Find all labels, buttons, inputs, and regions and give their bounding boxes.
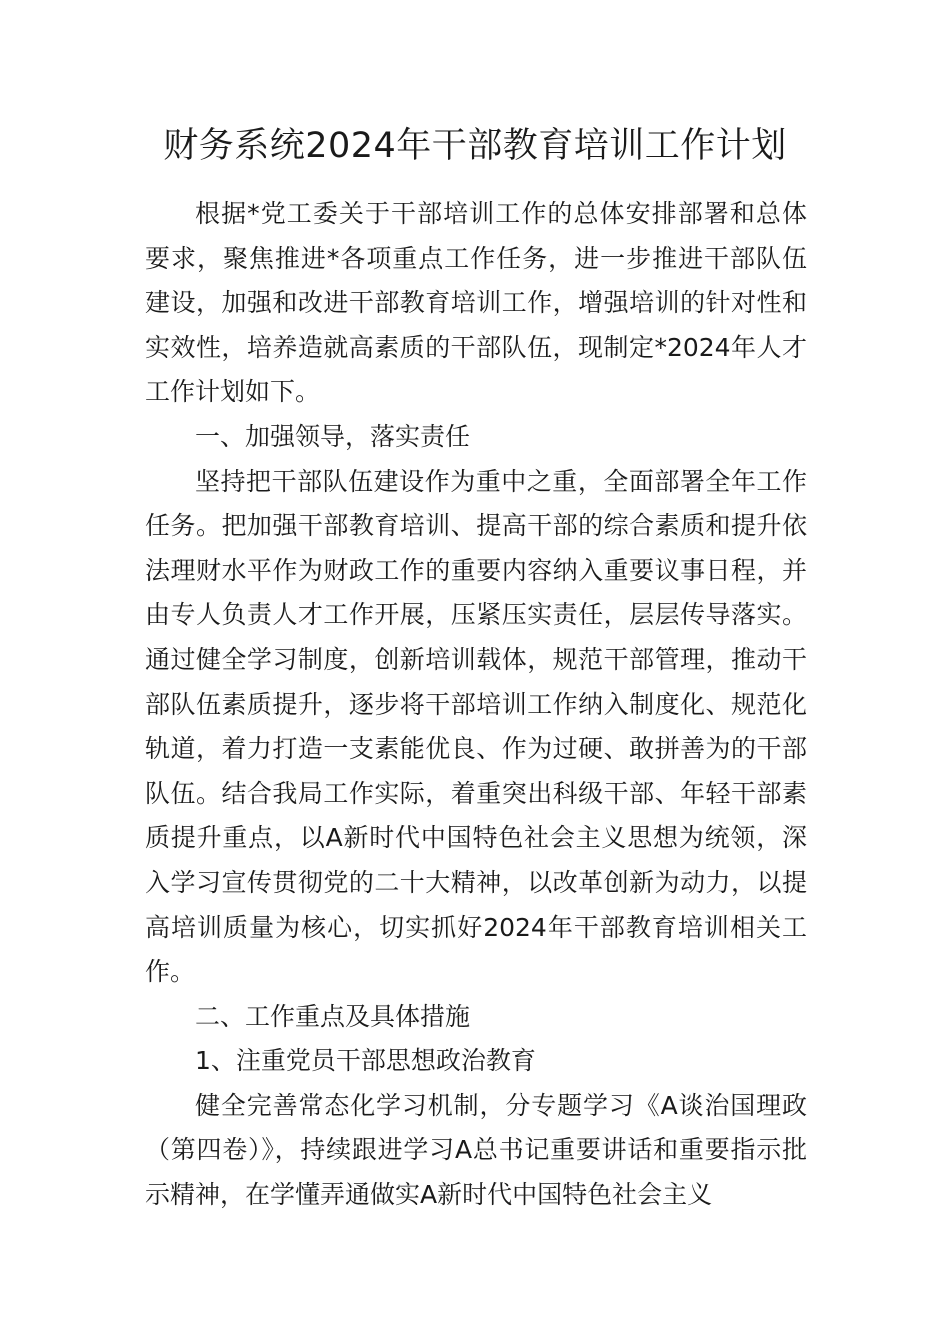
paragraph-section-1: 坚持把干部队伍建设作为重中之重，全面部署全年工作任务。把加强干部教育培训、提高干部的综合素质和提升依法理财水平作为财政工作的重要内容纳入重要议事日程，并由专人负责人才工作开展，压紧压实责任，层层传导落实。通过健全学习制度，创新培训载体，规范干部管理，推动干部队伍素质提升，逐步将干部培训工作纳入制度化、规范化轨道，着力打造一支素能优良、作为过硬、敢拼善为的干部队伍。结合我局工作实际，着重突出科级干部、年轻干部素质提升重点，以A新时代中国特色社会主义思想为统领，深入学习宣传贯彻党的二十大精神，以改革创新为动力，以提高培训质量为核心，切实抓好2024年干部教育培训相关工作。 (145, 466, 807, 987)
section-heading-1: 一、加强领导，落实责任 (195, 421, 471, 451)
paragraph-intro: 根据*党工委关于干部培训工作的总体安排部署和总体要求，聚焦推进*各项重点工作任务，进一步推进干部队伍建设，加强和改进干部教育培训工作，增强培训的针对性和实效性，培养造就高素质的干部队伍，现制定*2024年人才工作计划如下。 (145, 199, 807, 407)
section-heading-2: 二、工作重点及具体措施 (195, 1001, 471, 1031)
subsection-heading-1: 1、注重党员干部思想政治教育 (195, 1046, 536, 1076)
document-title: 财务系统2024年干部教育培训工作计划 (163, 126, 787, 166)
paragraph-subsection-1: 健全完善常态化学习机制，分专题学习《A谈治国理政（第四卷）》，持续跟进学习A总书记重要讲话和重要指示批示精神，在学懂弄通做实A新时代中国特色社会主义 (145, 1090, 807, 1210)
document-body (145, 192, 807, 1218)
